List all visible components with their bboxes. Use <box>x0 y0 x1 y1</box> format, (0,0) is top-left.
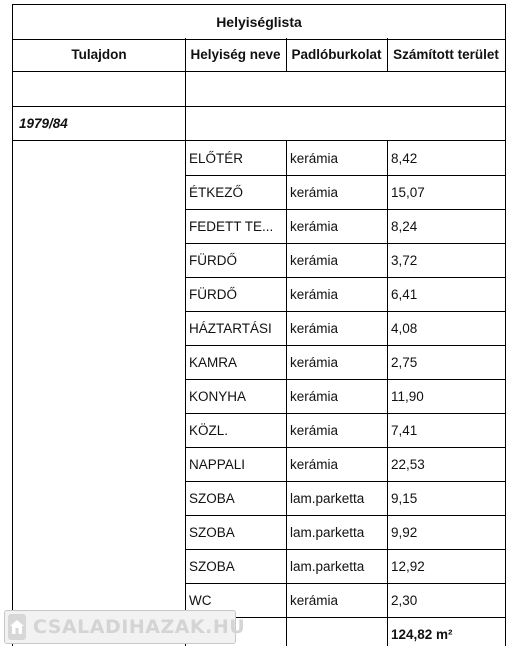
area-cell: 12,92 <box>391 558 425 574</box>
column-divider <box>185 38 186 646</box>
area-cell: 22,53 <box>391 456 425 472</box>
flooring-cell: kerámia <box>290 150 339 166</box>
column-divider <box>286 38 287 72</box>
house-icon <box>8 614 26 640</box>
column-divider <box>387 141 388 646</box>
flooring-cell: kerámia <box>290 184 339 200</box>
room-name-cell: NAPPALI <box>189 456 246 472</box>
column-divider <box>286 141 287 646</box>
area-cell: 3,72 <box>391 252 418 268</box>
total-area: 124,82 m² <box>391 626 453 642</box>
column-header-room-name: Helyiség neve <box>185 38 286 72</box>
flooring-cell: kerámia <box>290 592 339 608</box>
flooring-cell: kerámia <box>290 286 339 302</box>
area-cell: 9,15 <box>391 490 418 506</box>
area-cell: 9,92 <box>391 524 418 540</box>
room-name-cell: SZOBA <box>189 558 235 574</box>
flooring-cell: kerámia <box>290 252 339 268</box>
empty-row <box>13 72 505 107</box>
room-name-cell: KAMRA <box>189 354 238 370</box>
flooring-cell: kerámia <box>290 354 339 370</box>
area-cell: 2,75 <box>391 354 418 370</box>
room-name-cell: SZOBA <box>189 524 235 540</box>
column-divider <box>387 38 388 72</box>
column-header-flooring: Padlóburkolat <box>286 38 387 72</box>
room-name-cell: KÖZL. <box>189 422 229 438</box>
room-name-cell: WC <box>189 592 212 608</box>
flooring-cell: kerámia <box>290 456 339 472</box>
watermark-text: CSALADIHAZAK.HU <box>33 616 246 638</box>
flooring-cell: lam.parketta <box>290 558 365 574</box>
area-cell: 8,24 <box>391 218 418 234</box>
flooring-cell: lam.parketta <box>290 490 365 506</box>
area-cell: 6,41 <box>391 286 418 302</box>
area-cell: 2,30 <box>391 592 418 608</box>
area-cell: 15,07 <box>391 184 425 200</box>
column-header-area: Számított terület <box>387 38 505 72</box>
table-title: Helyiséglista <box>13 4 505 40</box>
room-name-cell: KONYHA <box>189 388 247 404</box>
room-list-table <box>12 4 506 646</box>
flooring-cell: kerámia <box>290 218 339 234</box>
area-cell: 7,41 <box>391 422 418 438</box>
room-name-cell: FÜRDŐ <box>189 252 237 268</box>
flooring-cell: kerámia <box>290 320 339 336</box>
watermark-logo <box>4 610 246 644</box>
column-header-owner: Tulajdon <box>13 38 185 72</box>
room-name-cell: HÁZTARTÁSI <box>189 320 272 336</box>
area-cell: 8,42 <box>391 150 418 166</box>
flooring-cell: kerámia <box>290 422 339 438</box>
room-name-cell: ÉTKEZŐ <box>189 184 244 200</box>
area-cell: 11,90 <box>391 388 424 404</box>
flooring-cell: lam.parketta <box>290 524 365 540</box>
section-label: 1979/84 <box>13 107 505 141</box>
room-name-cell: FÜRDŐ <box>189 286 237 302</box>
room-name-cell: FEDETT TE... <box>189 218 274 234</box>
room-name-cell: SZOBA <box>189 490 235 506</box>
room-name-cell: ELŐTÉR <box>189 150 244 166</box>
area-cell: 4,08 <box>391 320 418 336</box>
flooring-cell: kerámia <box>290 388 339 404</box>
